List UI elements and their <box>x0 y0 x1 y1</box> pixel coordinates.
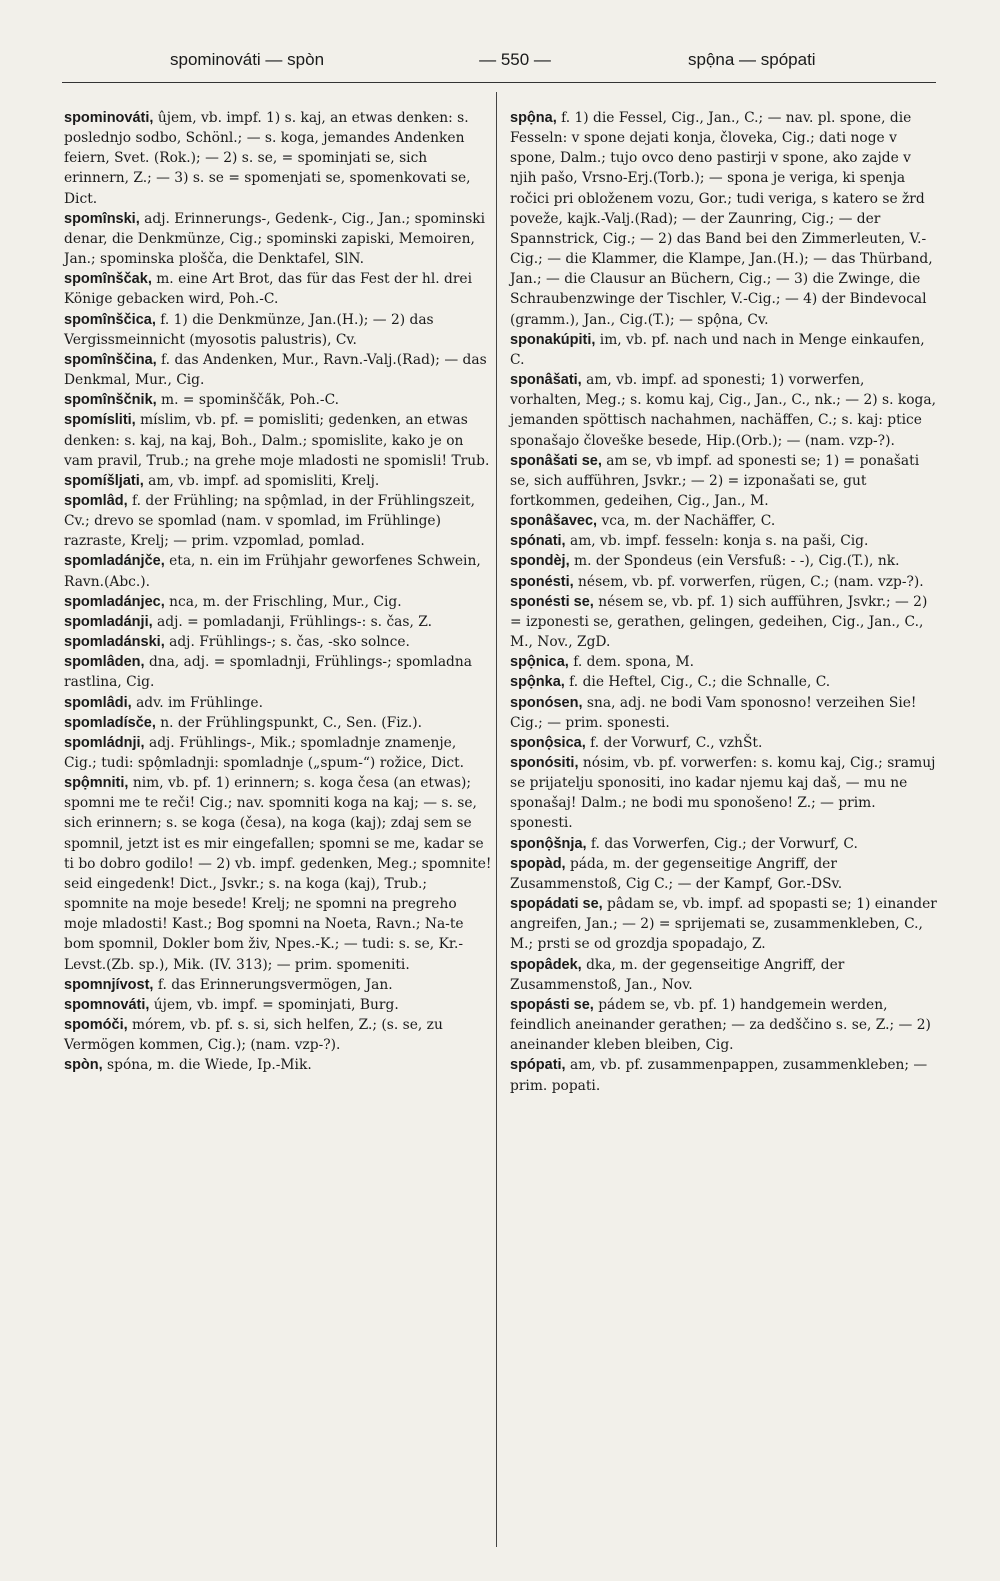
dictionary-entry <box>510 108 938 330</box>
dictionary-entry <box>510 652 938 672</box>
header-right-guide-words: spộna — spópati <box>688 50 816 69</box>
dictionary-entry <box>510 370 938 451</box>
dictionary-entry <box>64 612 492 632</box>
entry-headword: spomînščak, <box>64 271 152 288</box>
entry-headword: spomlâdi, <box>64 694 132 711</box>
column-divider <box>496 92 497 1547</box>
dictionary-entry <box>64 471 492 491</box>
entry-headword: sponâšati se, <box>510 452 602 469</box>
dictionary-entry <box>510 834 938 854</box>
dictionary-entry <box>510 733 938 753</box>
entry-headword: sponésti, <box>510 573 574 590</box>
entry-headword: spộna, <box>510 110 557 126</box>
entry-definition: n. der Frühlingspunkt, C., Sen. (Fiz.). <box>155 714 423 731</box>
dictionary-entry <box>64 995 492 1015</box>
entry-headword: spomladánjec, <box>64 593 165 610</box>
entry-definition: pâdam se, vb. impf. ad spopasti se; 1) einander angreifen, Jan.; — 2) = sprijemati se, zusammenkleben, C., M.; prsti se od grozdja spopadajo, Z. <box>510 896 937 953</box>
dictionary-entry <box>510 672 938 692</box>
entry-definition: adj. Erinnerungs-, Gedenk-, Cig., Jan.; spominski denar, die Denkmünze, Cig.; spominski zapiski, Memoiren, Jan.; spominska plošča, die Denktafel, SlN. <box>64 210 486 268</box>
entry-headword: spomladísče, <box>64 714 156 731</box>
dictionary-entry <box>64 410 492 470</box>
dictionary-entry <box>510 511 938 531</box>
dictionary-entry <box>510 894 938 954</box>
entry-headword: spopádati se, <box>510 896 603 913</box>
entry-headword: spomînščina, <box>64 351 157 368</box>
entry-definition: im, vb. pf. nach und nach in Menge einkaufen, C. <box>510 331 925 368</box>
entry-definition: sna, adj. ne bodi Vam sponosno! verzeihen Sie! Cig.; — prim. sponesti. <box>510 694 917 731</box>
entry-headword: spomnováti, <box>64 996 150 1013</box>
right-column <box>510 108 938 1096</box>
dictionary-entry <box>64 693 492 713</box>
entry-headword: sponộsica, <box>510 734 586 751</box>
page-number: — 550 — <box>479 50 551 69</box>
dictionary-entry <box>64 773 492 975</box>
entry-headword: spomlâden, <box>64 654 145 671</box>
entry-definition: adj. Frühlings-; s. čas, -sko solnce. <box>164 634 410 651</box>
dictionary-entry <box>64 1015 492 1055</box>
dictionary-entry <box>64 108 492 209</box>
dictionary-entry <box>64 733 492 773</box>
entry-headword: spộnka, <box>510 674 565 691</box>
dictionary-entry <box>510 753 938 834</box>
entry-headword: spòn, <box>64 1057 103 1074</box>
dictionary-entry <box>64 269 492 309</box>
entry-headword: spopàd, <box>510 855 566 872</box>
dictionary-entry <box>510 551 938 571</box>
entry-definition: f. der Frühling; na spộmlad, in der Frühlingszeit, Cv.; drevo se spomlad (nam. v spomlad, im Frühlinge) razraste, Krelj; — prim. vzpomlad, pomlad. <box>64 492 475 550</box>
entry-headword: spomladánski, <box>64 634 165 651</box>
entry-headword: spomînščica, <box>64 311 156 328</box>
entry-definition: eta, n. ein im Frühjahr geworfenes Schwein, Ravn.(Abc.). <box>64 553 481 590</box>
entry-definition: pádem se, vb. pf. 1) handgemein werden, feindlich aneinander gerathen; — za dedščino s. se, Z.; — 2) aneinander kleben bleiben, Cig. <box>510 996 931 1054</box>
entry-definition: f. das Vorwerfen, Cig.; der Vorwurf, C. <box>586 835 858 852</box>
entry-definition: nósim, vb. pf. vorwerfen: s. komu kaj, Cig.; sramuj se prijatelju sponositi, ino kadar njemu kaj daš, — mu ne sponašaj! Dalm.; ne bodi mu sponošeno! Z.; — prim. sponesti. <box>510 755 936 832</box>
entry-headword: spomísliti, <box>64 412 136 429</box>
entry-headword: spomíšljati, <box>64 472 144 489</box>
entry-definition: nca, m. der Frischling, Mur., Cig. <box>164 593 402 610</box>
entry-definition: vca, m. der Nachäffer, C. <box>597 513 776 530</box>
dictionary-entry <box>510 995 938 1055</box>
dictionary-entry <box>510 955 938 995</box>
dictionary-entry <box>64 209 492 269</box>
entry-definition: f. das Erinnerungsvermögen, Jan. <box>153 976 393 993</box>
entry-headword: spominováti, <box>64 110 154 126</box>
entry-headword: spomînščnik, <box>64 392 157 409</box>
page-header <box>60 50 940 78</box>
entry-headword: sponósiti, <box>510 755 579 771</box>
entry-definition: m. der Spondeus (ein Versfuß: - -), Cig.(T.), nk. <box>569 553 900 570</box>
dictionary-entry <box>64 491 492 551</box>
entry-headword: sponakúpiti, <box>510 331 596 348</box>
entry-definition: újem, vb. impf. = spominjati, Burg. <box>149 996 399 1013</box>
header-rule <box>62 82 936 83</box>
entry-headword: spomládnji, <box>64 734 145 751</box>
entry-definition: nésem se, vb. pf. 1) sich aufführen, Jsvkr.; — 2) = izponesti se, gerathen, gelingen, gedeihen, Cig., Jan., C., M., Nov., ZgD. <box>510 593 928 651</box>
dictionary-entry <box>510 592 938 652</box>
dictionary-entry <box>64 975 492 995</box>
dictionary-entry <box>510 531 938 551</box>
dictionary-entry <box>510 572 938 592</box>
entry-definition: f. 1) die Fessel, Cig., Jan., C.; — nav. pl. spone, die Fesseln: v spone dejati konja, človeka, Cig.; dati noge v spone, Dalm.; tujo ovco deno pastirji v spone, ako zajde v njih pašo, Vrsno-Erj.(Torb.); — spona je veriga, ki spenja ročici pri obloženem vozu, Gor.; tudi veriga, s katero se žrd poveže, kajk.-Valj.(Rad); — der Zaunring, Cig.; — der Spannstrick, Cig.; — 2) das Band bei den Zimmerleuten, V.-Cig.; — die Klammer, die Klampe, Jan.(H.); — das Thürband, Jan.; — die Clausur an Büchern, Cig.; — 3) die Zwinge, die Schraubenzwinge der Tischler, V.-Cig.; — 4) der Bindevocal (gramm.), Jan., Cig.(T.); — spộna, Cv. <box>510 110 933 328</box>
entry-definition: adj. Frühlings-, Mik.; spomladnje znamenje, Cig.; tudi: spộmladnji: spomladnje („spum-“) rožice, Dict. <box>64 734 465 771</box>
entry-definition: f. der Vorwurf, C., vzhŠt. <box>585 734 763 751</box>
entry-definition: am se, vb impf. ad sponesti se; 1) = ponašati se, sich aufführen, Jsvkr.; — 2) = izponašati se, gut fortkommen, gedeihen, Cig., Jan., M. <box>510 452 920 509</box>
entry-headword: spopásti se, <box>510 996 594 1013</box>
entry-headword: spomladánji, <box>64 613 153 630</box>
dictionary-entry <box>510 451 938 511</box>
dictionary-entry <box>510 854 938 894</box>
dictionary-entry <box>64 652 492 692</box>
entry-headword: sponộšnja, <box>510 835 587 852</box>
entry-headword: spónati, <box>510 533 566 550</box>
dictionary-entry <box>64 390 492 410</box>
dictionary-entry <box>64 310 492 350</box>
entry-headword: spópati, <box>510 1057 566 1074</box>
header-left-guide-words: spominováti — spòn <box>170 50 325 69</box>
dictionary-entry <box>64 592 492 612</box>
entry-headword: spondèj, <box>510 553 570 570</box>
entry-definition: dna, adj. = spomladnji, Frühlings-; spomladna rastlina, Cig. <box>64 654 472 691</box>
entry-definition: am, vb. impf. ad spomisliti, Krelj. <box>143 472 380 489</box>
entry-headword: spomladánjče, <box>64 553 165 570</box>
entry-headword: sponâšati, <box>510 372 582 389</box>
entry-definition: m. eine Art Brot, das für das Fest der hl. drei Könige gebacken wird, Poh.-C. <box>64 271 473 308</box>
entry-definition: f. das Andenken, Mur., Ravn.-Valj.(Rad); — das Denkmal, Mur., Cig. <box>64 351 487 389</box>
entry-definition: páda, m. der gegenseitige Angriff, der Zusammenstoß, Cig C.; — der Kampf, Gor.-DSv. <box>510 855 843 892</box>
entry-definition: mórem, vb. pf. s. si, sich helfen, Z.; (s. se, zu Vermögen kommen, Cig.); (nam. vzp-?). <box>64 1017 443 1054</box>
entry-headword: spộmniti, <box>64 775 129 792</box>
entry-definition: adv. im Frühlinge. <box>131 694 263 711</box>
entry-definition: am, vb. impf. fesseln: konja s. na paši, Cig. <box>565 533 869 550</box>
entry-headword: sponâšavec, <box>510 513 598 530</box>
entry-headword: spomóči, <box>64 1017 128 1034</box>
entry-definition: am, vb. impf. ad sponesti; 1) vorwerfen, vorhalten, Meg.; s. komu kaj, Cig., Jan., C., nk.; — 2) s. koga, jemanden spöttisch nachahmen, nachäffen, C.; s. kaj: ptice sponašajo človeške besede, Hip.(Orb.); — (nam. vzp-?). <box>510 372 936 449</box>
entry-definition: ûjem, vb. impf. 1) s. kaj, an etwas denken: s. poslednjo sodbo, Schönl.; — s. koga, jemandes Andenken feiern, Svet. (Rok.); — 2) s. se, = spominjati se, sich erinnern, Z.; — 3) s. se = spomenjati se, spomenkovati se, Dict. <box>64 110 471 207</box>
dictionary-entry <box>64 713 492 733</box>
entry-definition: f. 1) die Denkmünze, Jan.(H.); — 2) das Vergissmeinnicht (myosotis palustris), Cv. <box>64 311 434 348</box>
entry-definition: dka, m. der gegenseitige Angriff, der Zusammenstoß, Jan., Nov. <box>510 956 845 993</box>
entry-headword: sponósen, <box>510 694 583 711</box>
entry-definition: adj. = pomladanji, Frühlings-: s. čas, Z. <box>152 613 432 630</box>
entry-definition: míslim, vb. pf. = pomisliti; gedenken, an etwas denken: s. kaj, na kaj, Boh., Dalm.; spomislite, kako je on vam pravil, Trub.; na grehe moje mladosti ne spomisli! Trub. <box>64 412 490 469</box>
entry-definition: nim, vb. pf. 1) erinnern; s. koga česa (an etwas); spomni me te reči! Cig.; nav. spomniti koga na kaj; — s. se, sich erinnern; s. se koga (česa), na koga (kaj); zdaj sem se spomnil, jetzt ist es mir eingefallen; spomni se me, kadar se ti bo dobro godilo! — 2) vb. impf. gedenken, Meg.; spomnite! seid eingedenk! Dict., Jsvkr.; s. na koga (kaj), Trub.; spomnite na moje besede! Krelj; ne spomni na pregreho moje mladosti! Kast.; Bog spomni na Noeta, Ravn.; Na-te bom spomnil, Dokler bom živ, Npes.-K.; — tudi: s. se, Kr.-Levst.(Zb. sp.), Mik. (IV. 313); — prim. spomeniti. <box>64 775 492 973</box>
entry-headword: sponésti se, <box>510 593 594 610</box>
entry-definition: am, vb. pf. zusammenpappen, zusammenkleben; — prim. popati. <box>510 1057 928 1094</box>
left-column <box>64 108 492 1076</box>
dictionary-entry <box>64 350 492 390</box>
dictionary-entry <box>510 1055 938 1095</box>
dictionary-entry <box>64 1055 492 1075</box>
entry-definition: f. dem. spona, M. <box>568 654 695 671</box>
entry-definition: nésem, vb. pf. vorwerfen, rügen, C.; (nam. vzp-?). <box>573 573 924 590</box>
entry-headword: spomînski, <box>64 210 140 227</box>
dictionary-entry <box>510 693 938 733</box>
entry-headword: spopâdek, <box>510 956 582 973</box>
entry-headword: spomnjívost, <box>64 976 154 993</box>
entry-headword: spomlâd, <box>64 492 128 509</box>
entry-definition: spóna, m. die Wiede, Ip.-Mik. <box>102 1057 312 1074</box>
dictionary-entry <box>64 632 492 652</box>
dictionary-entry <box>64 551 492 591</box>
dictionary-entry <box>510 330 938 370</box>
entry-definition: f. die Heftel, Cig., C.; die Schnalle, C. <box>564 674 831 691</box>
entry-headword: spộnica, <box>510 654 569 671</box>
entry-definition: m. = spominšča̋k, Poh.-C. <box>156 392 340 409</box>
